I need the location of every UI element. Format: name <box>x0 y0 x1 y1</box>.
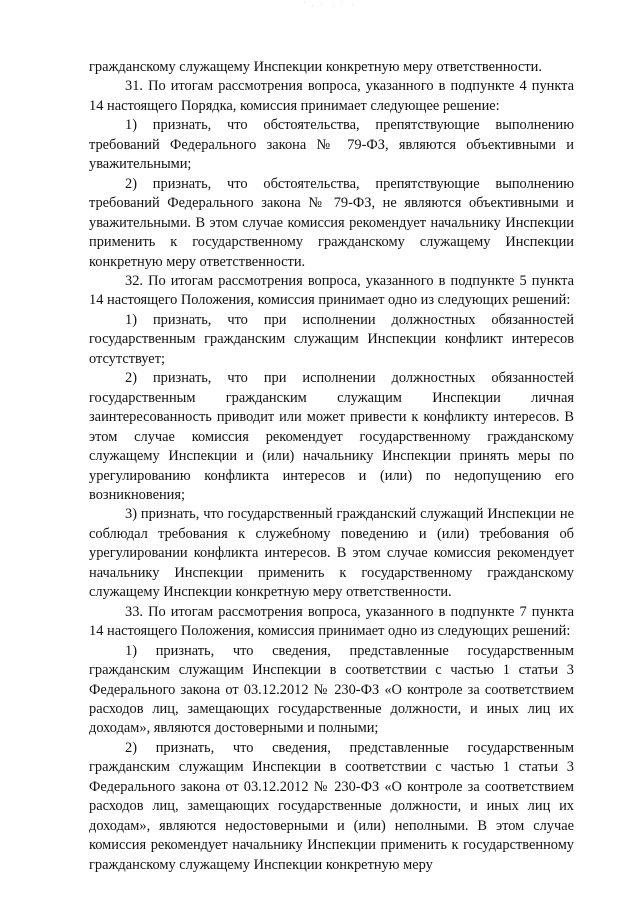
paragraph-continuation: гражданскому служащему Инспекции конкретную меру ответственности. <box>89 59 542 75</box>
paragraph-33-1: 1) признать, что сведения, представленные государственным гражданским служащим Инспекции в соответствии с частью 1 статьи 3 Федерального закона от 03.12.2012 № 230-ФЗ «О контроле за соответствием расходов лиц, замещающих государственные должности, и иных лиц их доходам», являются достоверными и полными; <box>89 642 574 737</box>
paragraph-32-3: 3) признать, что государственный гражданский служащий Инспекции не соблюдал требования к служебному поведению и (или) требования об урегулировании конфликта интересов. В этом случае комиссия рекомендует начальнику Инспекции применить к государственному гражданскому служащему Инспекции конкретную меру ответственности. <box>89 506 574 601</box>
paragraph-item-31: 31. По итогам рассмотрения вопроса, указанного в подпункте 4 пункта 14 настоящего Порядка, комиссия принимает следующее решение: <box>89 78 574 114</box>
document-body <box>89 58 574 875</box>
paragraph-31-1: 1) признать, что обстоятельства, препятствующие выполнению требований Федерального закона № 79-ФЗ, являются объективными и уважительными; <box>89 117 574 173</box>
paragraph-32-1: 1) признать, что при исполнении должностных обязанностей государственным гражданским служащим Инспекции конфликт интересов отсутствует; <box>89 311 574 367</box>
paragraph-33-2: 2) признать, что сведения, представленные государственным гражданским служащим Инспекции в соответствии с частью 1 статьи 3 Федерального закона от 03.12.2012 № 230-ФЗ «О контроле за соответствием расходов лиц, замещающих государственные должности, и иных лиц их доходам», являются недостоверными и (или) неполными. В этом случае комиссия рекомендует начальнику Инспекции применить к государственному гражданскому служащему Инспекции конкретную меру <box>89 739 574 873</box>
paragraph-32-2: 2) признать, что при исполнении должностных обязанностей государственным гражданским служащим Инспекции личная заинтересованность приводит или может привести к конфликту интересов. В этом случае комиссия рекомендует государственному гражданскому служащему Инспекции и (или) начальнику Инспекции принять меры по урегулированию конфликта интересов и (или) по недопущению его возникновения; <box>89 370 574 503</box>
paragraph-item-32: 32. По итогам рассмотрения вопроса, указанного в подпункте 5 пункта 14 настоящего Положения, комиссия принимает одно из следующих решений: <box>89 272 574 309</box>
paragraph-31-2: 2) признать, что обстоятельства, препятствующие выполнению требований Федерального закона № 79-ФЗ, не являются объективными и уважительными. В этом случае комиссия рекомендует начальнику Инспекции применить к государственному гражданскому служащему Инспекции конкретную меру ответственности. <box>89 175 574 270</box>
scan-noise <box>300 0 360 10</box>
paragraph-item-33: 33. По итогам рассмотрения вопроса, указанного в подпункте 7 пункта 14 настоящего Положения, комиссия принимает одно из следующих решений: <box>89 603 574 640</box>
